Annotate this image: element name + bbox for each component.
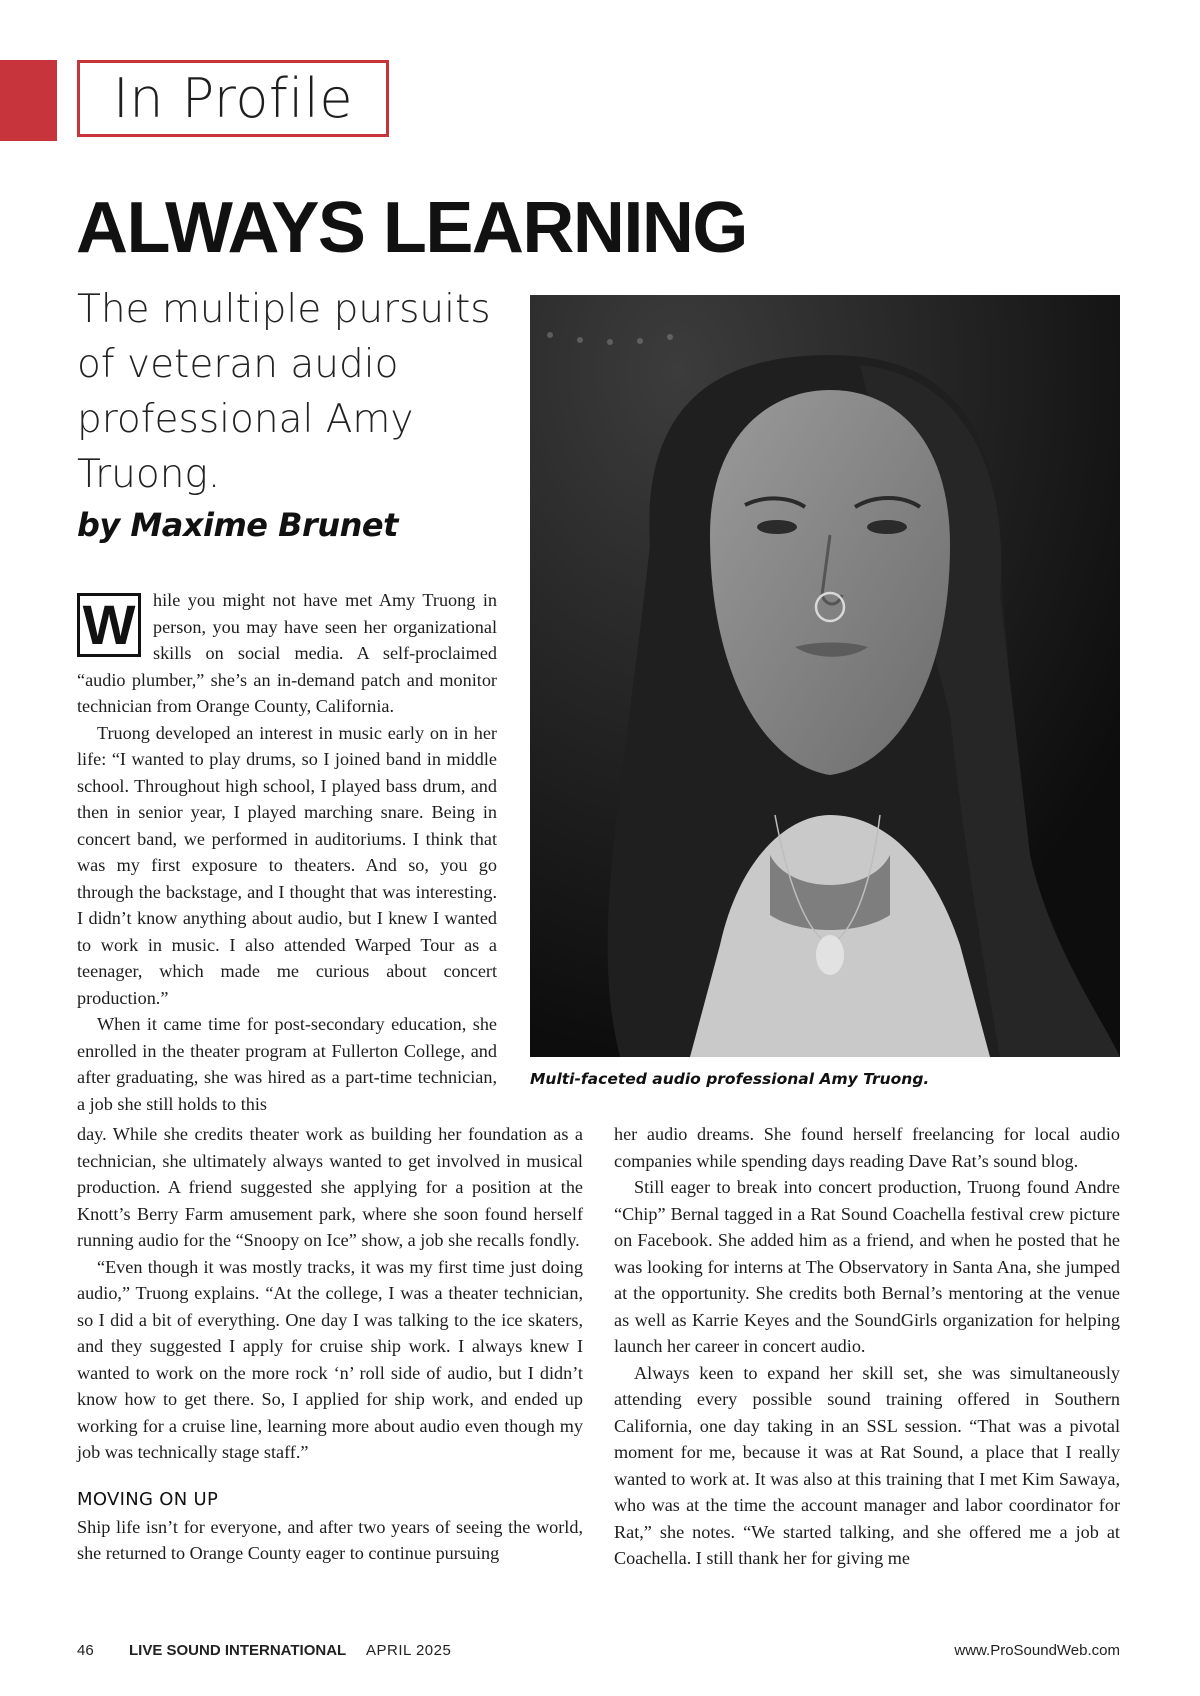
- article-paragraph: W hile you might not have met Amy Truong in person, you may have seen her organizational skills on social media. A self-proclaimed “audio plumber,” she’s an in-demand patch and monitor technician from Orange County, California.: [77, 590, 497, 716]
- article-column-2: [77, 1121, 583, 1567]
- section-accent-bar: [0, 60, 57, 141]
- article-paragraph: Always keen to expand her skill set, she was simultaneously attending every possible sound training offered in Southern California, one day taking in an SSL session. “That was a pivotal moment for me, because it was at Rat Sound, a place that I really wanted to work at. It was also at this training that I met Kim Sawaya, who was at the time the account manager and labor coordinator for Rat,” she notes. “We started talking, and she offered me a job at Coachella. I still thank her for giving me: [614, 1362, 1120, 1568]
- section-subhead: MOVING ON UP: [77, 1488, 219, 1510]
- byline: by Maxime Brunet: [77, 506, 398, 544]
- website-link[interactable]: www.ProSoundWeb.com: [954, 1642, 1120, 1659]
- issue-date: APRIL 2025: [366, 1642, 452, 1659]
- portrait-photo: [530, 295, 1120, 1057]
- article-paragraph: her audio dreams. She found herself freelancing for local audio companies while spending days reading Dave Rat’s sound blog.: [614, 1124, 1120, 1171]
- article-column-1: [77, 587, 497, 1117]
- page-number: 46: [77, 1642, 94, 1659]
- page-footer: [77, 1642, 1120, 1662]
- article-paragraph: When it came time for post-secondary education, she enrolled in the theater program at Fullerton College, and after graduating, she was hired as a part-time technician, a job she still holds to this: [77, 1014, 497, 1114]
- article-paragraph: Still eager to break into concert production, Truong found Andre “Chip” Bernal tagged in a Rat Sound Coachella festival crew picture on Facebook. She added him as a friend, and when he posted that he was looking for interns at The Observatory in Santa Ana, she jumped at the opportunity. She credits both Bernal’s mentoring at the venue as well as Karrie Keyes and the SoundGirls organization for helping launch her career in concert audio.: [614, 1177, 1120, 1356]
- drop-cap: W: [77, 593, 141, 657]
- section-label: In Profile: [77, 60, 389, 137]
- article-paragraph: Ship life isn’t for everyone, and after two years of seeing the world, she returned to Orange County eager to continue pursuing: [77, 1516, 583, 1563]
- article-paragraph: “Even though it was mostly tracks, it was my first time just doing audio,” Truong explains. “At the college, I was a theater technician, so I did a bit of everything. One day I was talking to the ice skaters, and they suggested I apply for cruise ship work. I always knew I wanted to work on the more rock ‘n’ roll side of audio, but I didn’t know how to get there. So, I applied for ship work, and ended up working for a cruise line, learning more about audio even though my job was technically stage staff.”: [77, 1256, 583, 1462]
- magazine-name: LIVE SOUND INTERNATIONAL: [129, 1642, 347, 1659]
- article-column-3: [614, 1121, 1120, 1572]
- headline: ALWAYS LEARNING: [76, 188, 747, 268]
- dek: The multiple pursuits of veteran audio professional Amy Truong.: [77, 287, 491, 497]
- photo-caption: Multi-faceted audio professional Amy Truong.: [530, 1070, 930, 1088]
- article-paragraph: Truong developed an interest in music early on in her life: “I wanted to play drums, so I joined band in middle school. Throughout high school, I played bass drum, and then in senior year, I played marching snare. Being in concert band, we performed in auditoriums. I think that was my first exposure to theaters. And so, you go through the backstage, and I thought that was interesting. I didn’t know anything about audio, but I knew I wanted to work in music. I also attended Warped Tour as a teenager, which made me curious about concert production.”: [77, 722, 497, 1008]
- portrait-image: [530, 295, 1120, 1057]
- article-paragraph: day. While she credits theater work as building her foundation as a technician, she ultimately always wanted to get involved in musical production. A friend suggested she applying for a position at the Knott’s Berry Farm amusement park, where she soon found herself running audio for the “Snoopy on Ice” show, a job she recalls fondly.: [77, 1124, 583, 1250]
